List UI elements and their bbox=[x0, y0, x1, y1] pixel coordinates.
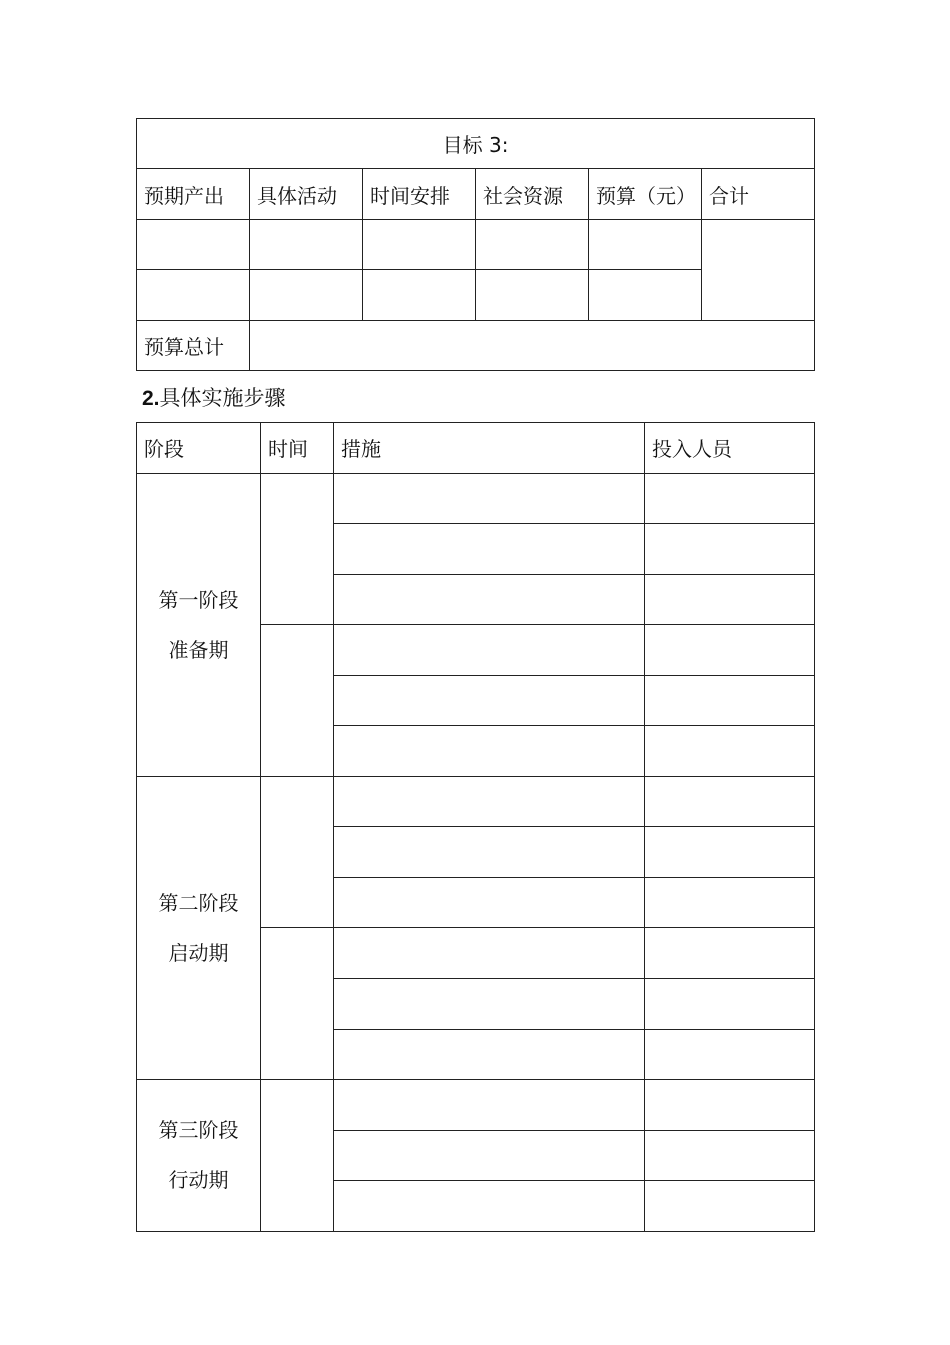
section-title: 具体实施步骤 bbox=[159, 386, 286, 410]
personnel-cell[interactable] bbox=[645, 877, 815, 928]
empty-cell[interactable] bbox=[476, 219, 589, 269]
implementation-steps-table bbox=[136, 422, 815, 1232]
time-cell[interactable] bbox=[261, 1080, 334, 1232]
measure-cell[interactable] bbox=[334, 524, 645, 575]
measure-cell[interactable] bbox=[334, 776, 645, 827]
measure-cell[interactable] bbox=[334, 726, 645, 777]
goal-budget-table bbox=[136, 118, 815, 371]
stage-cell bbox=[137, 776, 261, 1079]
personnel-cell[interactable] bbox=[645, 473, 815, 524]
measure-cell[interactable] bbox=[334, 928, 645, 979]
header-time: 时间 bbox=[261, 423, 334, 474]
stage-period: 准备期 bbox=[168, 637, 229, 662]
header-budget: 预算（元） bbox=[589, 169, 702, 219]
personnel-cell[interactable] bbox=[645, 1181, 815, 1232]
time-cell[interactable] bbox=[261, 776, 334, 928]
section-number: 2. bbox=[142, 387, 160, 410]
empty-cell[interactable] bbox=[476, 270, 589, 320]
measure-cell[interactable] bbox=[334, 979, 645, 1030]
header-expected-output: 预期产出 bbox=[137, 169, 250, 219]
measure-cell[interactable] bbox=[334, 877, 645, 928]
personnel-cell[interactable] bbox=[645, 928, 815, 979]
measure-cell[interactable] bbox=[334, 1029, 645, 1080]
stage-name: 第三阶段 bbox=[158, 1118, 239, 1143]
personnel-cell[interactable] bbox=[645, 625, 815, 676]
personnel-cell[interactable] bbox=[645, 827, 815, 878]
time-cell[interactable] bbox=[261, 928, 334, 1080]
stage-cell bbox=[137, 1080, 261, 1232]
personnel-cell[interactable] bbox=[645, 1029, 815, 1080]
stage-cell bbox=[137, 473, 261, 776]
stage-period: 行动期 bbox=[168, 1168, 229, 1193]
goal-title: 目标 3: bbox=[137, 119, 815, 169]
header-specific-activity: 具体活动 bbox=[250, 169, 363, 219]
time-cell[interactable] bbox=[261, 625, 334, 777]
stage-name: 第二阶段 bbox=[158, 890, 239, 915]
header-total: 合计 bbox=[702, 169, 815, 219]
measure-cell[interactable] bbox=[334, 625, 645, 676]
measure-cell[interactable] bbox=[334, 827, 645, 878]
personnel-cell[interactable] bbox=[645, 574, 815, 625]
header-schedule: 时间安排 bbox=[363, 169, 476, 219]
total-cell[interactable] bbox=[702, 219, 815, 320]
measure-cell[interactable] bbox=[334, 675, 645, 726]
personnel-cell[interactable] bbox=[645, 675, 815, 726]
empty-cell[interactable] bbox=[137, 270, 250, 320]
empty-cell[interactable] bbox=[363, 219, 476, 269]
measure-cell[interactable] bbox=[334, 1080, 645, 1131]
measure-cell[interactable] bbox=[334, 473, 645, 524]
header-social-resources: 社会资源 bbox=[476, 169, 589, 219]
budget-total-value[interactable] bbox=[250, 320, 815, 370]
empty-cell[interactable] bbox=[589, 219, 702, 269]
header-measures: 措施 bbox=[334, 423, 645, 474]
personnel-cell[interactable] bbox=[645, 524, 815, 575]
personnel-cell[interactable] bbox=[645, 1130, 815, 1181]
budget-total-label: 预算总计 bbox=[137, 320, 250, 370]
measure-cell[interactable] bbox=[334, 1130, 645, 1181]
personnel-cell[interactable] bbox=[645, 979, 815, 1030]
empty-cell[interactable] bbox=[363, 270, 476, 320]
empty-cell[interactable] bbox=[589, 270, 702, 320]
personnel-cell[interactable] bbox=[645, 1080, 815, 1131]
header-personnel: 投入人员 bbox=[645, 423, 815, 474]
header-stage: 阶段 bbox=[137, 423, 261, 474]
time-cell[interactable] bbox=[261, 473, 334, 625]
empty-cell[interactable] bbox=[137, 219, 250, 269]
personnel-cell[interactable] bbox=[645, 776, 815, 827]
section-heading bbox=[142, 383, 286, 413]
empty-cell[interactable] bbox=[250, 270, 363, 320]
stage-name: 第一阶段 bbox=[158, 587, 239, 612]
measure-cell[interactable] bbox=[334, 574, 645, 625]
personnel-cell[interactable] bbox=[645, 726, 815, 777]
measure-cell[interactable] bbox=[334, 1181, 645, 1232]
stage-period: 启动期 bbox=[168, 940, 229, 965]
empty-cell[interactable] bbox=[250, 219, 363, 269]
